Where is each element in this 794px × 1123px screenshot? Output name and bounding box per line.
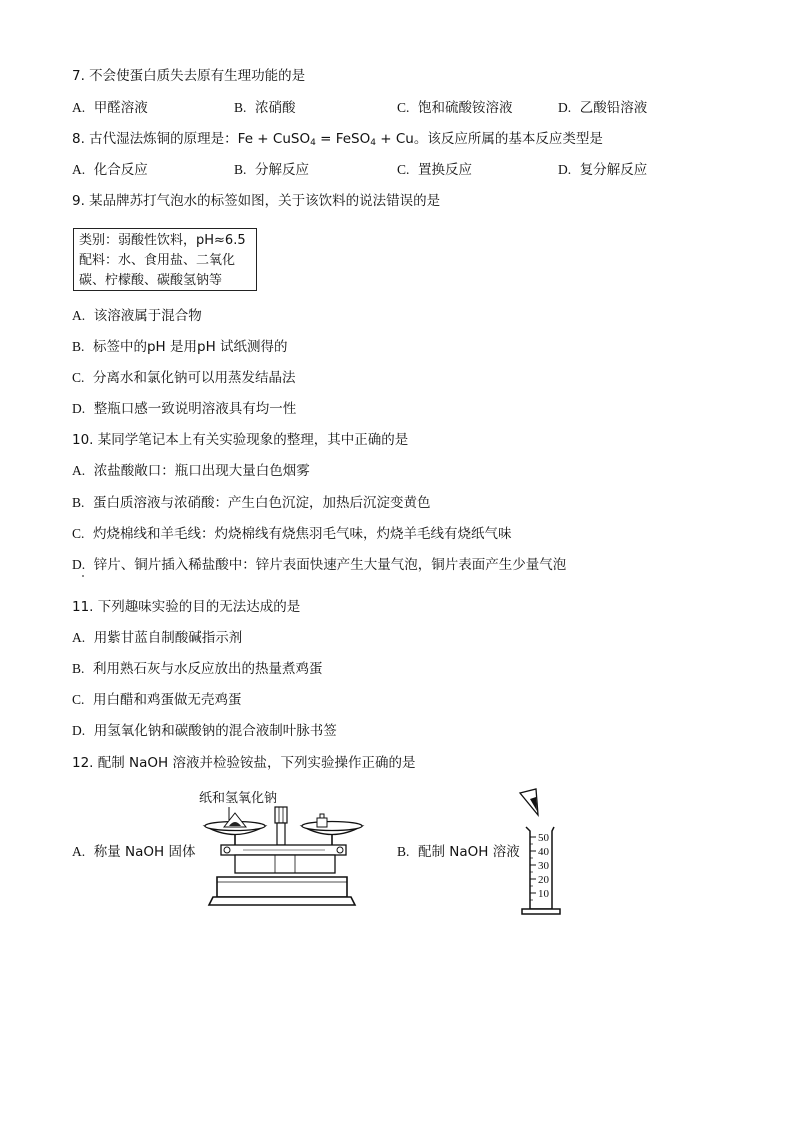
- q7-option-c: [397, 99, 512, 117]
- q7-option-a: [72, 99, 148, 117]
- center-column: [277, 823, 285, 845]
- balance-body: [235, 855, 335, 873]
- pointer-post: [275, 807, 287, 823]
- option-letter: B.: [234, 100, 247, 115]
- q9-option-d: [72, 400, 296, 418]
- q8-options: [72, 161, 732, 179]
- option-letter: A.: [72, 308, 86, 323]
- adjust-nut-left: [224, 847, 230, 853]
- stray-dot: [82, 575, 84, 577]
- q10-option-d: [72, 556, 566, 574]
- tick-label: 30: [538, 860, 549, 872]
- option-letter: B.: [72, 661, 85, 676]
- option-text: 分解反应: [254, 162, 309, 178]
- q8-option-a: [72, 161, 148, 179]
- option-letter: D.: [72, 401, 86, 416]
- option-text: 置换反应: [417, 162, 472, 178]
- option-letter: A.: [72, 463, 86, 478]
- option-text: 分离水和氯化钠可以用蒸发结晶法: [92, 370, 296, 386]
- q11-option-b: [72, 660, 322, 678]
- q10-option-a: [72, 462, 310, 480]
- adjust-nut-right: [337, 847, 343, 853]
- balance-caption: 纸和氢氧化钠: [199, 790, 278, 805]
- option-letter: A.: [72, 162, 86, 177]
- q7-option-d: [558, 99, 647, 117]
- option-text: 复分解反应: [579, 162, 648, 178]
- option-text: 该溶液属于混合物: [93, 308, 202, 324]
- q10-stem: 10. 某同学笔记本上有关实验现象的整理，其中正确的是: [72, 432, 409, 448]
- option-letter: D.: [558, 100, 572, 115]
- option-text: 用紫甘蓝自制酸碱指示剂: [93, 630, 243, 646]
- label-line: 碳、柠檬酸、碳酸氢钠等: [79, 273, 223, 288]
- option-text: 乙酸铅溶液: [579, 100, 648, 116]
- option-text: 饱和硫酸铵溶液: [417, 100, 513, 116]
- tick-label: 50: [538, 832, 549, 844]
- option-text: 浓硝酸: [254, 100, 296, 116]
- option-letter: B.: [72, 339, 85, 354]
- option-letter: A.: [72, 630, 86, 645]
- option-text: 称量 NaOH 固体: [93, 844, 196, 860]
- q11-option-a: [72, 629, 242, 647]
- right-pan-rim: [302, 822, 362, 831]
- q12-option-a: [72, 843, 195, 861]
- q7-option-b: [234, 99, 295, 117]
- q8-stem: [72, 130, 603, 152]
- balance-base: [217, 877, 347, 897]
- q10-option-c: [72, 525, 511, 543]
- option-text: 配制 NaOH 溶液: [417, 844, 520, 860]
- option-letter: D.: [72, 557, 86, 572]
- q11-option-c: [72, 691, 241, 709]
- q9-option-b: [72, 338, 288, 356]
- option-letter: B.: [397, 844, 410, 859]
- option-letter: C.: [397, 100, 410, 115]
- label-line: 配料：水、食用盐、二氧化: [79, 253, 236, 268]
- label-line: 类别：弱酸性饮料，pH≈6.5: [79, 233, 246, 248]
- weight-knob: [320, 814, 324, 818]
- q12-stem: 12. 配制 NaOH 溶液并检验铵盐，下列实验操作正确的是: [72, 755, 416, 771]
- drink-label-box: [73, 228, 257, 291]
- balance-base-plinth: [209, 897, 355, 905]
- q8-option-c: [397, 161, 472, 179]
- weight-block: [317, 818, 327, 827]
- q8-option-d: [558, 161, 647, 179]
- option-text: 甲醛溶液: [93, 100, 148, 116]
- option-letter: D.: [72, 723, 86, 738]
- q8-stem-part: 8. 古代湿法炼铜的原理是：Fe + CuSO: [72, 131, 311, 147]
- q7-options: [72, 99, 732, 117]
- option-text: 用白醋和鸡蛋做无壳鸡蛋: [92, 692, 242, 708]
- option-letter: D.: [558, 162, 572, 177]
- option-text: 整瓶口感一致说明溶液具有均一性: [93, 401, 297, 417]
- option-letter: C.: [397, 162, 410, 177]
- q7-stem: 7. 不会使蛋白质失去原有生理功能的是: [72, 68, 306, 84]
- option-letter: C.: [72, 370, 85, 385]
- option-text: 锌片、铜片插入稀盐酸中：锌片表面快速产生大量气泡，铜片表面产生少量气泡: [93, 557, 567, 573]
- option-text: 用氢氧化钠和碳酸钠的混合液制叶脉书签: [93, 723, 337, 739]
- option-text: 化合反应: [93, 162, 148, 178]
- tick-label: 10: [538, 888, 549, 900]
- subscript: 4: [370, 138, 376, 148]
- balance-figure: [195, 785, 370, 913]
- option-letter: A.: [72, 100, 86, 115]
- q9-option-a: [72, 307, 202, 325]
- option-letter: B.: [72, 495, 85, 510]
- option-text: 标签中的pH 是用pH 试纸测得的: [92, 339, 288, 355]
- q11-option-d: [72, 722, 337, 740]
- cylinder-base: [522, 909, 560, 914]
- q9-option-c: [72, 369, 295, 387]
- option-letter: A.: [72, 844, 86, 859]
- option-text: 利用熟石灰与水反应放出的热量煮鸡蛋: [92, 661, 323, 677]
- option-text: 浓盐酸敞口：瓶口出现大量白色烟雾: [93, 463, 310, 479]
- subscript: 4: [310, 138, 316, 148]
- q12-option-b: [397, 843, 520, 861]
- option-text: 灼烧棉线和羊毛线：灼烧棉线有烧焦羽毛气味，灼烧羊毛线有烧纸气味: [92, 526, 512, 542]
- q10-option-b: [72, 494, 430, 512]
- option-letter: B.: [234, 162, 247, 177]
- q11-stem: 11. 下列趣味实验的目的无法达成的是: [72, 599, 301, 615]
- q9-stem: 9. 某品牌苏打气泡水的标签如图，关于该饮料的说法错误的是: [72, 193, 441, 209]
- cylinder-figure: [512, 785, 572, 917]
- option-letter: C.: [72, 526, 85, 541]
- q8-option-b: [234, 161, 309, 179]
- tick-label: 20: [538, 874, 549, 886]
- option-text: 蛋白质溶液与浓硝酸：产生白色沉淀，加热后沉淀变黄色: [92, 495, 431, 511]
- q8-stem-part: + Cu。该反应所属的基本反应类型是: [375, 131, 603, 147]
- option-letter: C.: [72, 692, 85, 707]
- tick-label: 40: [538, 846, 549, 858]
- q8-stem-part: = FeSO: [315, 131, 371, 147]
